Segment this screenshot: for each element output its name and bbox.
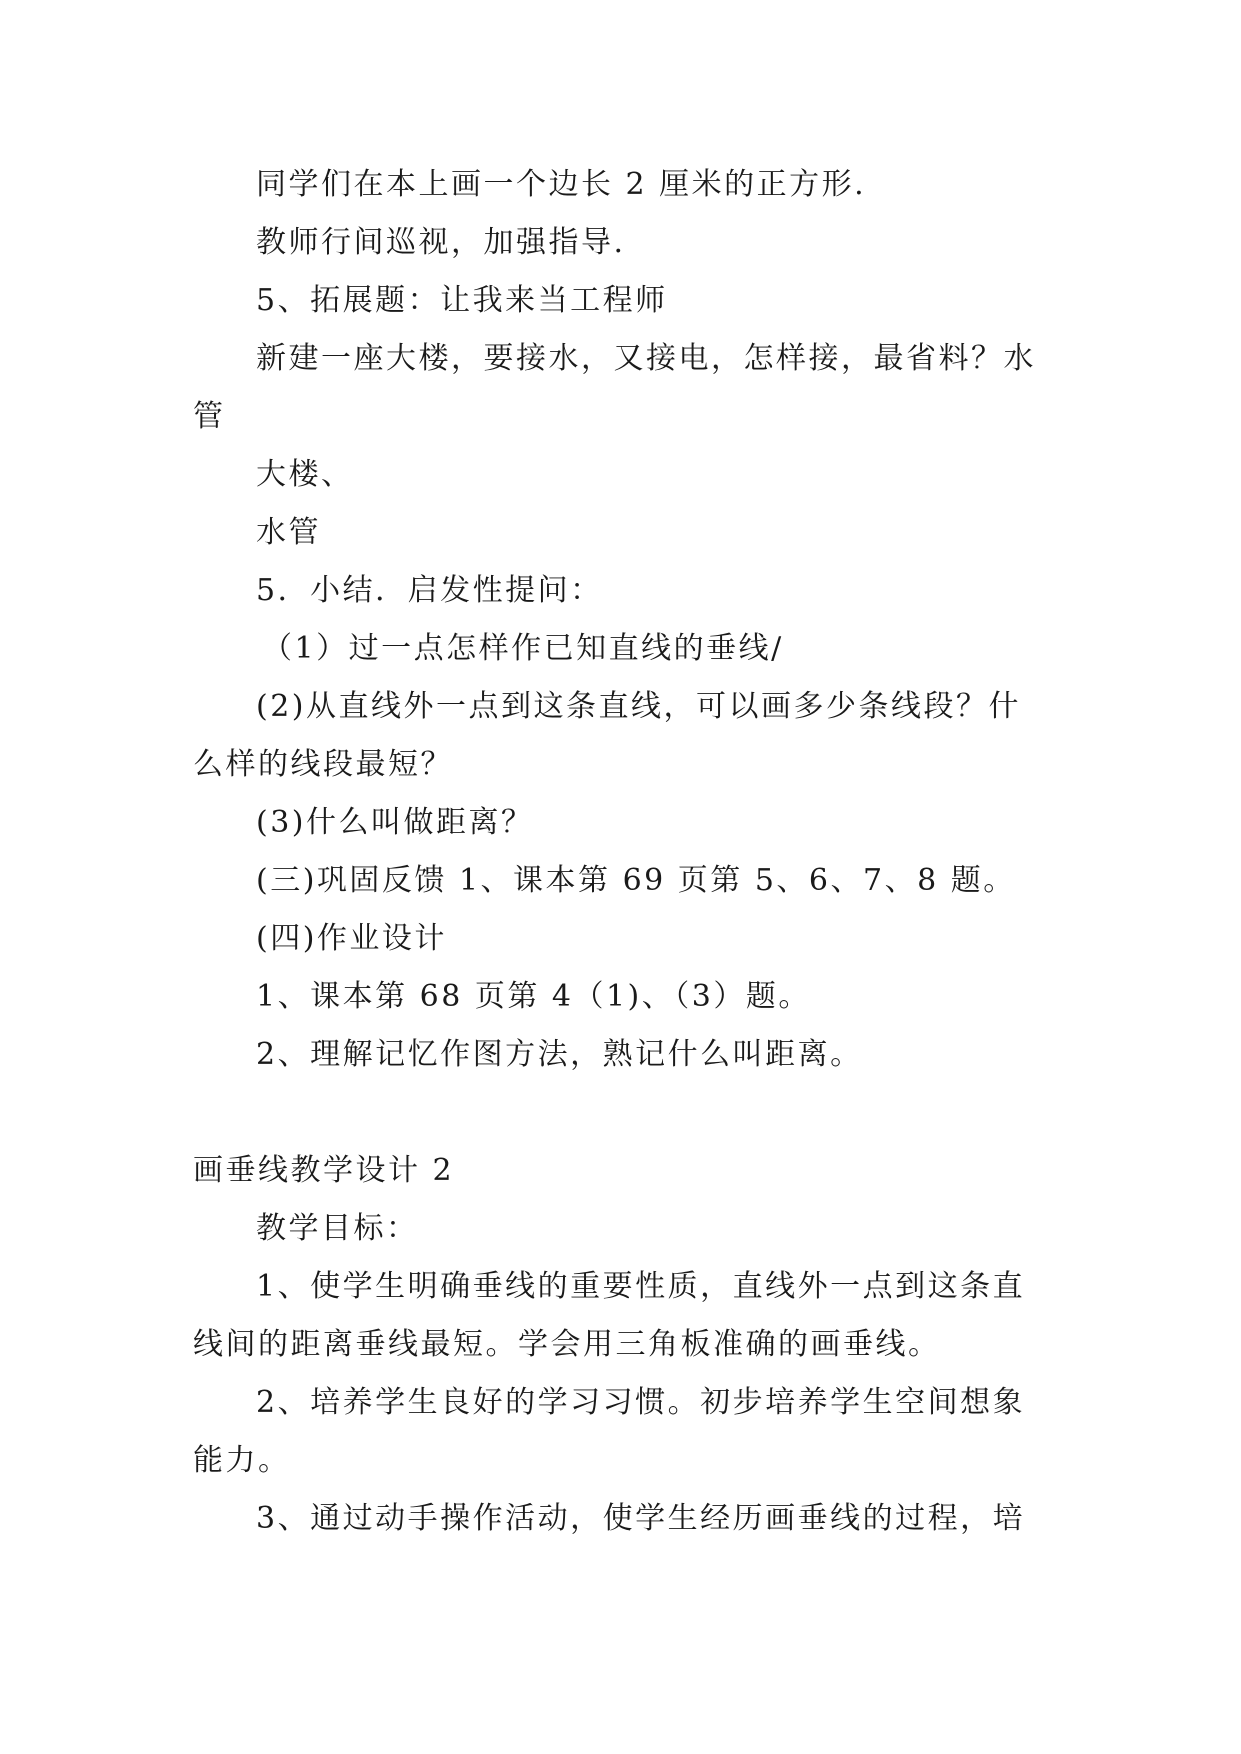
paragraph-draw-square: 同学们在本上画一个边长 2 厘米的正方形.: [256, 167, 867, 202]
question-2-cont: 么样的线段最短？: [193, 747, 453, 782]
paragraph-building-question: 新建一座大楼，要接水，又接电，怎样接，最省料？水: [256, 341, 1036, 376]
label-building: 大楼、: [256, 457, 354, 492]
question-3: (3)什么叫做距离？: [256, 805, 534, 840]
objective-2: 2、培养学生良好的学习习惯。初步培养学生空间想象: [256, 1385, 1026, 1420]
paragraph-summary-title: 5．小结．启发性提问：: [256, 573, 603, 608]
paragraph-building-question-cont: 管: [193, 399, 226, 434]
objectives-title: 教学目标：: [256, 1211, 419, 1246]
objective-2-cont: 能力。: [193, 1443, 291, 1478]
homework-item-2: 2、理解记忆作图方法，熟记什么叫距离。: [256, 1037, 863, 1072]
homework-item-1: 1、课本第 68 页第 4（1)、（3）题。: [256, 979, 811, 1014]
objective-1: 1、使学生明确垂线的重要性质，直线外一点到这条直: [256, 1269, 1026, 1304]
question-2: (2)从直线外一点到这条直线，可以画多少条线段？什: [256, 689, 1021, 724]
objective-1-cont: 线间的距离垂线最短。学会用三角板准确的画垂线。: [193, 1327, 941, 1362]
section-heading: 画垂线教学设计 2: [193, 1153, 455, 1188]
paragraph-consolidation: (三)巩固反馈 1、课本第 69 页第 5、6、7、8 题。: [256, 863, 1016, 898]
paragraph-extension-title: 5、拓展题：让我来当工程师: [256, 283, 668, 318]
label-water-pipe: 水管: [256, 515, 321, 550]
paragraph-homework-title: (四)作业设计: [256, 921, 447, 956]
question-1: （1）过一点怎样作已知直线的垂线/: [262, 631, 784, 666]
paragraph-teacher-guidance: 教师行间巡视，加强指导.: [256, 225, 626, 260]
objective-3: 3、通过动手操作活动，使学生经历画垂线的过程，培: [256, 1501, 1026, 1536]
